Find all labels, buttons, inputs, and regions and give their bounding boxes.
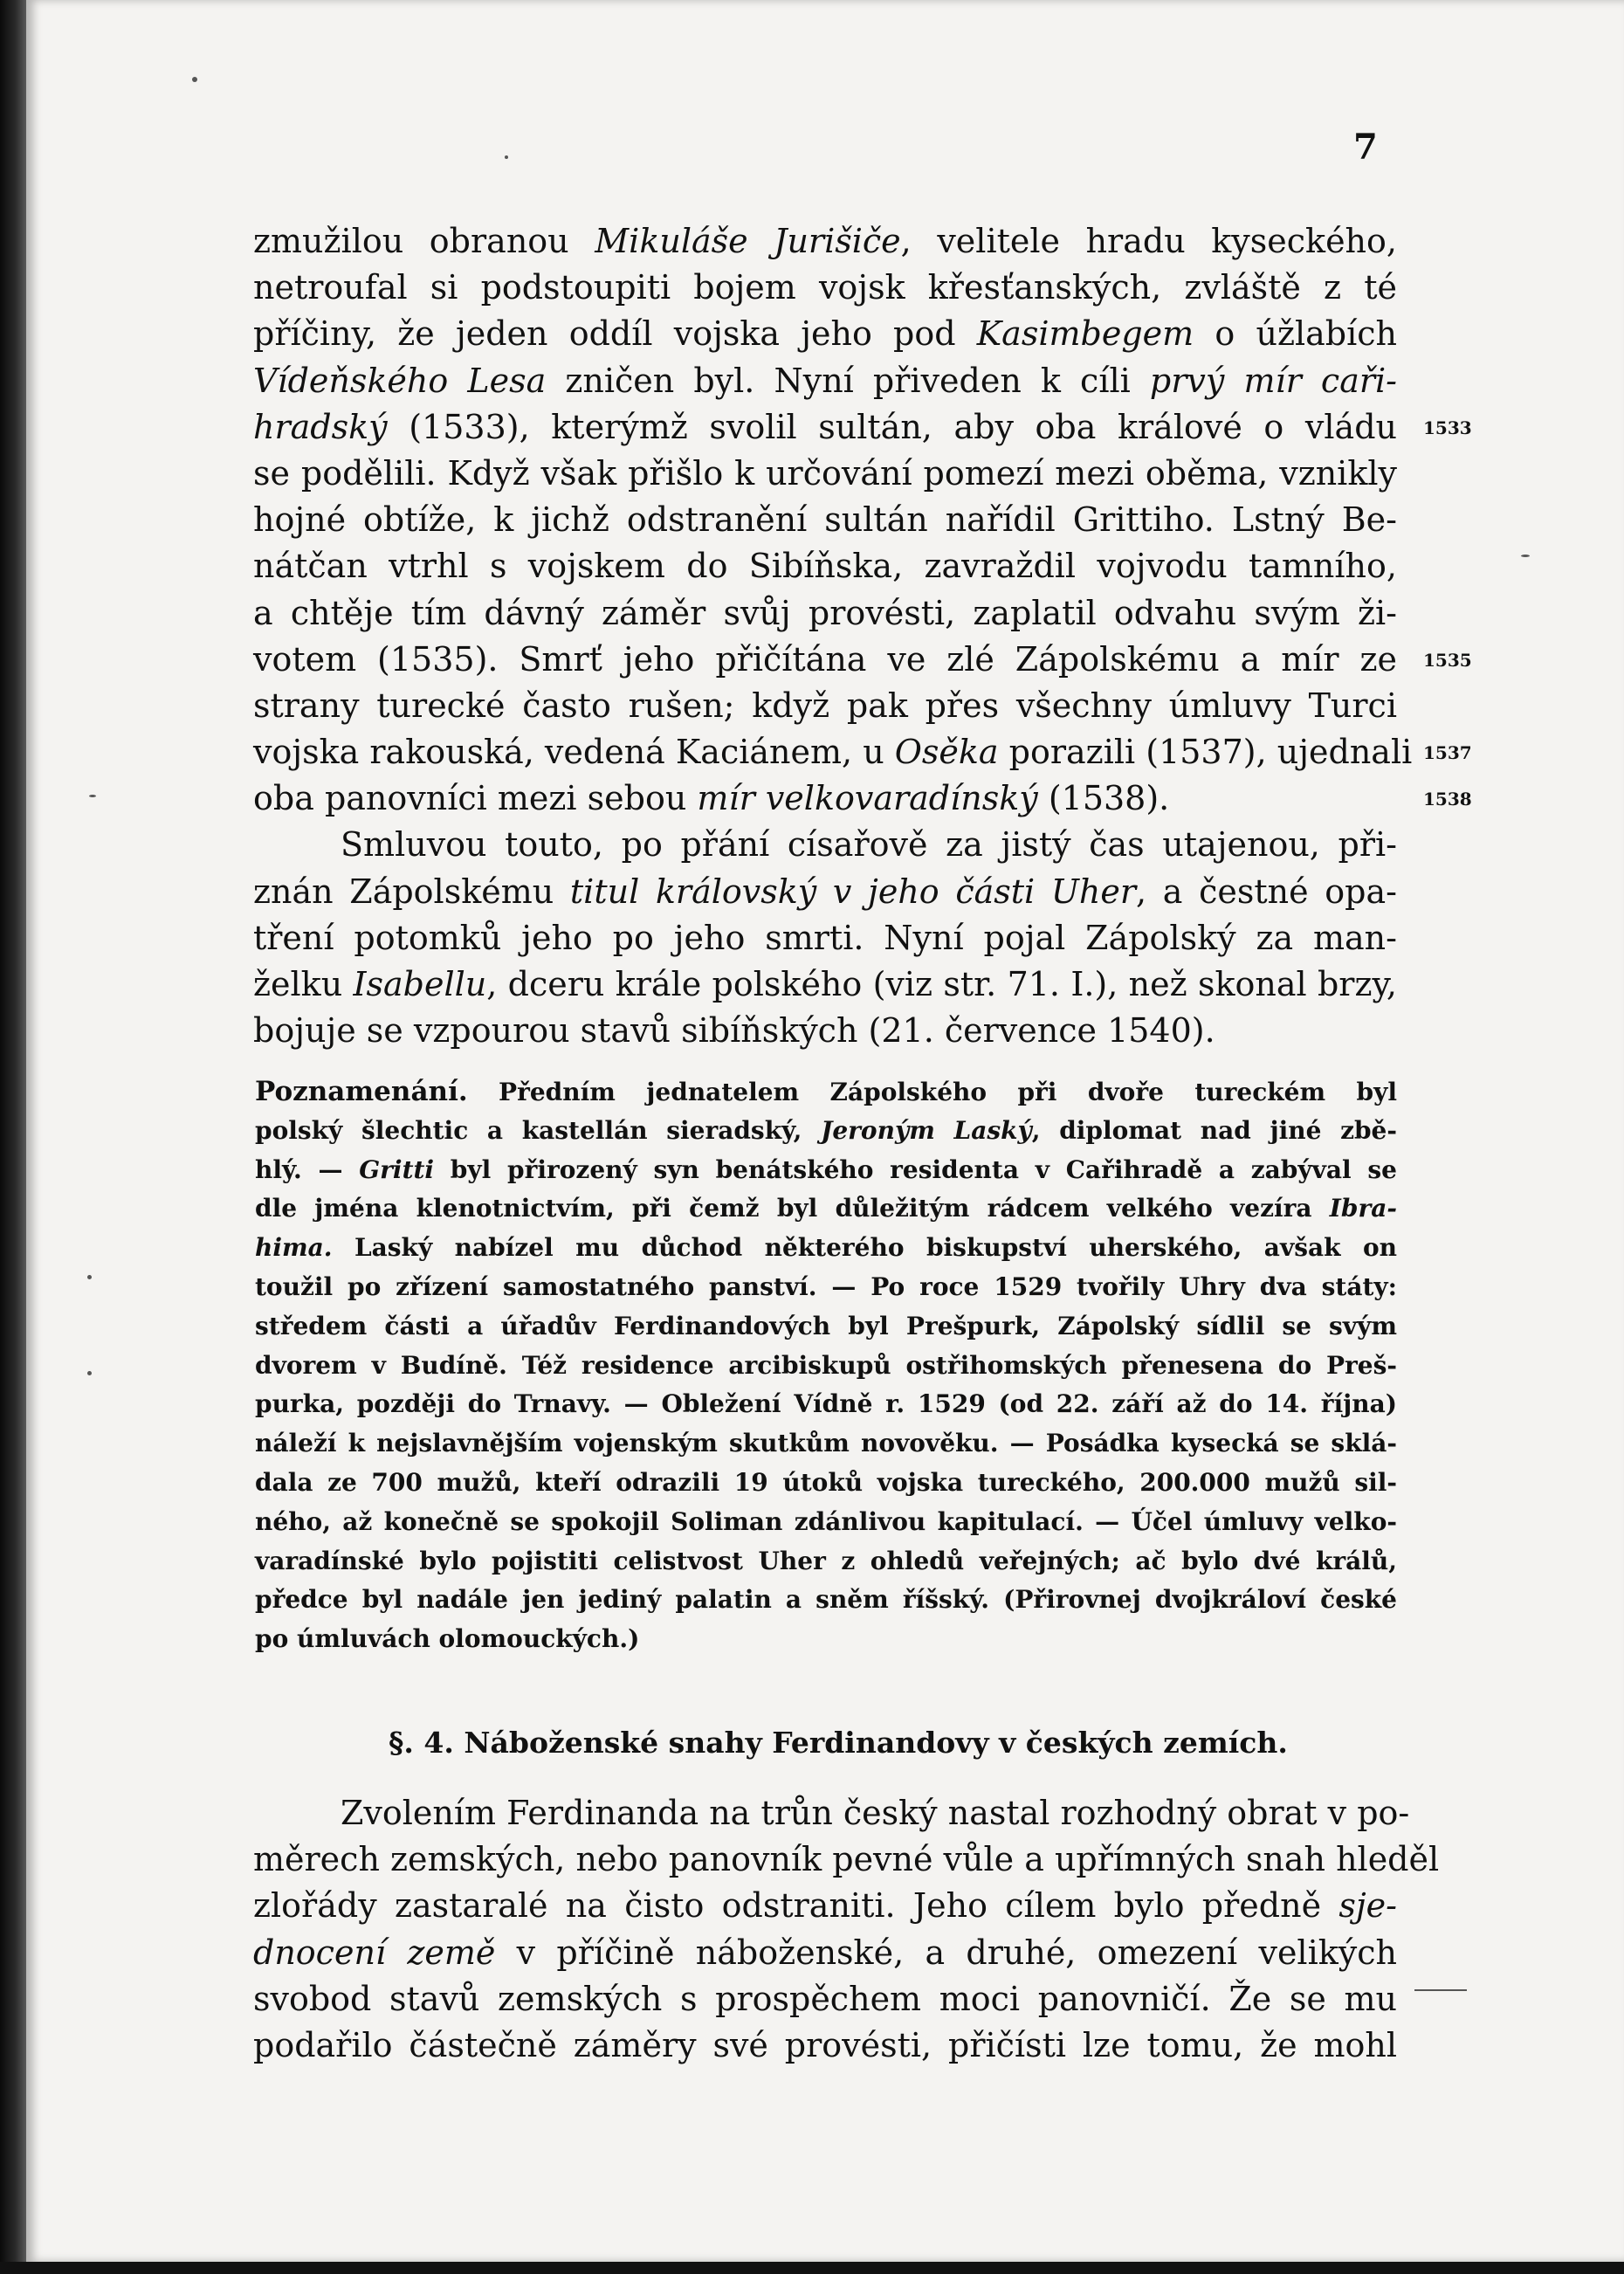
text-run: hojné obtíže, k jichž odstranění sultán nařídil Grittiho. Lstný Be-	[253, 500, 1397, 540]
text-line	[253, 497, 1397, 543]
text-run: porazili (1537), ujednali	[998, 733, 1413, 772]
text-run: po úmluvách olomouckých.)	[255, 1624, 640, 1654]
text-run: netroufal si podstoupiti bojem vojsk křesťanských, zvláště z té	[253, 268, 1397, 307]
text-run: , a čestné opa-	[1136, 872, 1397, 911]
scan-speck	[505, 155, 508, 159]
text-line	[253, 218, 1397, 265]
text-run: zmužilou obranou	[253, 222, 595, 260]
text-line	[253, 311, 1397, 357]
text-run: v příčině náboženské, a druhé, omezení velikých	[495, 1933, 1397, 1972]
text-line	[253, 404, 1397, 451]
text-line	[253, 683, 1397, 729]
text-run: znán Zápolskému	[253, 872, 570, 911]
scan-speck	[89, 795, 96, 797]
main-paragraphs	[253, 218, 1413, 1054]
italic-text: Gritti	[359, 1154, 435, 1184]
text-line	[253, 590, 1397, 637]
note-line	[255, 1151, 1397, 1190]
text-run: byl přirozený syn benátského residenta v Cařihradě a zabýval se	[434, 1154, 1397, 1184]
text-run: dvorem v Budíně. Též residence arcibiskupů ostřihomských přenesena do Preš-	[255, 1350, 1397, 1380]
text-run: vojska rakouská, vedená Kaciánem, u	[253, 733, 895, 772]
text-run: středem části a úřadův Ferdinandových byl Prešpurk, Zápolský sídlil se svým	[255, 1311, 1397, 1340]
italic-text: hradský	[253, 407, 388, 446]
text-run: příčiny, že jeden oddíl vojska jeho pod	[253, 314, 977, 354]
text-run: toužil po zřízení samostatného panství. — Po roce 1529 tvořily Uhry dva státy:	[255, 1271, 1397, 1301]
section-heading: §. 4. Náboženské snahy Ferdinandovy v českých zemích.	[389, 1726, 1288, 1760]
note-line	[255, 1385, 1397, 1424]
text-run: tření potomků jeho po jeho smrti. Nyní pojal Zápolský za man-	[253, 918, 1397, 957]
text-line	[253, 1790, 1410, 1836]
text-line	[253, 729, 1413, 775]
note-line	[255, 1503, 1397, 1542]
text-line	[253, 2022, 1397, 2069]
note-line	[255, 1189, 1397, 1229]
note-line	[255, 1347, 1397, 1386]
margin-year-note: 1538	[1423, 789, 1472, 810]
text-run: , dceru krále polského (viz str. 71. I.), než skonal brzy,	[486, 965, 1397, 1003]
text-run: podařilo částečně záměry své provésti, přičísti lze tomu, že mohl	[253, 2025, 1397, 2064]
text-run: bojuje se vzpourou stavů sibíňských (21. července 1540).	[253, 1011, 1215, 1051]
footnote-block	[255, 1072, 1397, 1659]
text-line	[253, 915, 1397, 961]
text-line	[253, 869, 1397, 915]
text-run: se podělili. Když však přišlo k určování pomezí mezi oběma, vznikly	[253, 453, 1397, 493]
text-run: předce byl nadále jen jediný palatin a sněm říšský. (Přirovnej dvojkráloví české	[255, 1585, 1397, 1615]
text-line	[253, 265, 1397, 311]
note-line	[255, 1620, 1397, 1659]
italic-text: Kasimbegem	[976, 314, 1194, 354]
text-run: želku	[253, 965, 354, 1003]
text-run: měrech zemských, nebo panovník pevné vůle a upřímných snah hleděl	[253, 1840, 1440, 1879]
italic-text: sje-	[1338, 1886, 1397, 1926]
italic-text: Vídeňského Lesa	[253, 361, 547, 400]
italic-text: Isabellu	[353, 965, 487, 1003]
scan-speck	[87, 1275, 92, 1279]
note-line	[255, 1542, 1397, 1581]
text-run: a chtěje tím dávný záměr svůj provésti, zaplatil odvahu svým ži-	[253, 593, 1397, 632]
text-line	[253, 451, 1397, 497]
text-run: nátčan vtrhl s vojskem do Sibíňska, zavraždil vojvodu tamního,	[253, 547, 1397, 586]
text-line	[253, 543, 1397, 589]
scan-speck	[87, 1371, 92, 1375]
text-run: Zvolením Ferdinanda na trůn český nastal rozhodný obrat v po-	[341, 1794, 1410, 1832]
scan-left-edge	[0, 0, 26, 2274]
text-line	[253, 1836, 1440, 1883]
text-run: svobod stavů zemských s prospěchem moci panovničí. Že se mu	[253, 1979, 1397, 2018]
italic-text: hima.	[255, 1233, 333, 1263]
italic-text: Ibra-	[1329, 1194, 1397, 1223]
text-run: , diplomat nad jiné zbě-	[1031, 1115, 1397, 1145]
note-line	[255, 1112, 1397, 1151]
text-run: hlý. —	[255, 1154, 360, 1184]
italic-text: Jeroným Laský	[821, 1115, 1032, 1145]
note-line	[255, 1424, 1397, 1464]
note-title: Poznamenání.	[255, 1076, 468, 1107]
text-run: oba panovníci mezi sebou	[253, 779, 698, 818]
text-run: zničen byl. Nyní přiveden k cíli	[546, 361, 1150, 400]
text-run: varadínské bylo pojistiti celistvost Uher z ohledů veřejných; ač bylo dvé králů,	[255, 1546, 1397, 1575]
text-line	[253, 775, 1397, 822]
text-line	[253, 1976, 1397, 2022]
note-line	[255, 1464, 1397, 1503]
scan-bottom-edge	[0, 2262, 1624, 2274]
text-run: , velitele hradu kyseckého,	[900, 222, 1397, 260]
scan-speck	[192, 77, 197, 82]
text-run: ného, až konečně se spokojil Soliman zdánlivou kapitulací. — Účel úmluvy velko-	[255, 1506, 1397, 1536]
italic-text: mír velkovaradínský	[697, 779, 1038, 818]
text-run: Předním jednatelem Zápolského při dvoře tureckém byl	[467, 1078, 1397, 1106]
text-run: (1538).	[1037, 779, 1170, 818]
text-line	[253, 637, 1397, 683]
scan-speck	[1521, 555, 1530, 557]
text-line	[253, 1008, 1397, 1054]
scan-speck	[1414, 1989, 1467, 1991]
text-run: purka, později do Trnavy. — Obležení Vídně r. 1529 (od 22. září až do 14. října)	[255, 1389, 1397, 1419]
text-run: náleží k nejslavnějším vojenským skutkům novověku. — Posádka kysecká se sklá-	[255, 1429, 1397, 1458]
italic-text: Osěka	[894, 733, 999, 772]
text-line	[253, 822, 1397, 868]
text-line	[253, 1930, 1397, 1976]
margin-year-note: 1537	[1423, 742, 1472, 764]
text-run: Laský nabízel mu důchod některého biskupství uherského, avšak on	[332, 1233, 1397, 1263]
italic-text: dnocení země	[253, 1933, 496, 1972]
book-page	[26, 0, 1624, 2262]
text-run: dle jména klenotnictvím, při čemž byl důležitým rádcem velkého vezíra	[255, 1194, 1330, 1223]
margin-year-note: 1535	[1423, 649, 1472, 671]
text-run: o úžlabích	[1194, 314, 1398, 354]
note-line	[255, 1268, 1397, 1307]
italic-text: prvý mír caři-	[1149, 361, 1398, 400]
note-line	[255, 1307, 1397, 1347]
margin-year-note: 1533	[1423, 417, 1472, 438]
text-run: strany turecké často rušen; když pak přes všechny úmluvy Turci	[253, 686, 1397, 725]
note-line	[255, 1072, 1397, 1112]
text-run: dala ze 700 mužů, kteří odrazili 19 útoků vojska tureckého, 200.000 mužů sil-	[255, 1467, 1397, 1497]
text-line	[253, 358, 1397, 404]
text-run: polský šlechtic a kastellán sieradský,	[255, 1115, 822, 1145]
text-run: (1533), kterýmž svolil sultán, aby oba králové o vládu	[387, 407, 1397, 446]
text-line	[253, 961, 1397, 1008]
text-run: Smluvou touto, po přání císařově za jistý čas utajenou, při-	[341, 825, 1397, 865]
section-paragraph	[253, 1790, 1440, 2069]
text-run: zlořády zastaralé na čisto odstraniti. Jeho cílem bylo předně	[253, 1886, 1339, 1926]
page-number: 7	[1353, 127, 1378, 168]
text-run: votem (1535). Smrť jeho přičítána ve zlé Zápolskému a mír ze	[253, 639, 1397, 679]
italic-text: Mikuláše Jurišiče	[595, 222, 901, 260]
italic-text: titul královský v jeho části Uher	[569, 872, 1137, 911]
note-line	[255, 1581, 1397, 1620]
text-line	[253, 1883, 1397, 1929]
note-line	[255, 1229, 1397, 1268]
